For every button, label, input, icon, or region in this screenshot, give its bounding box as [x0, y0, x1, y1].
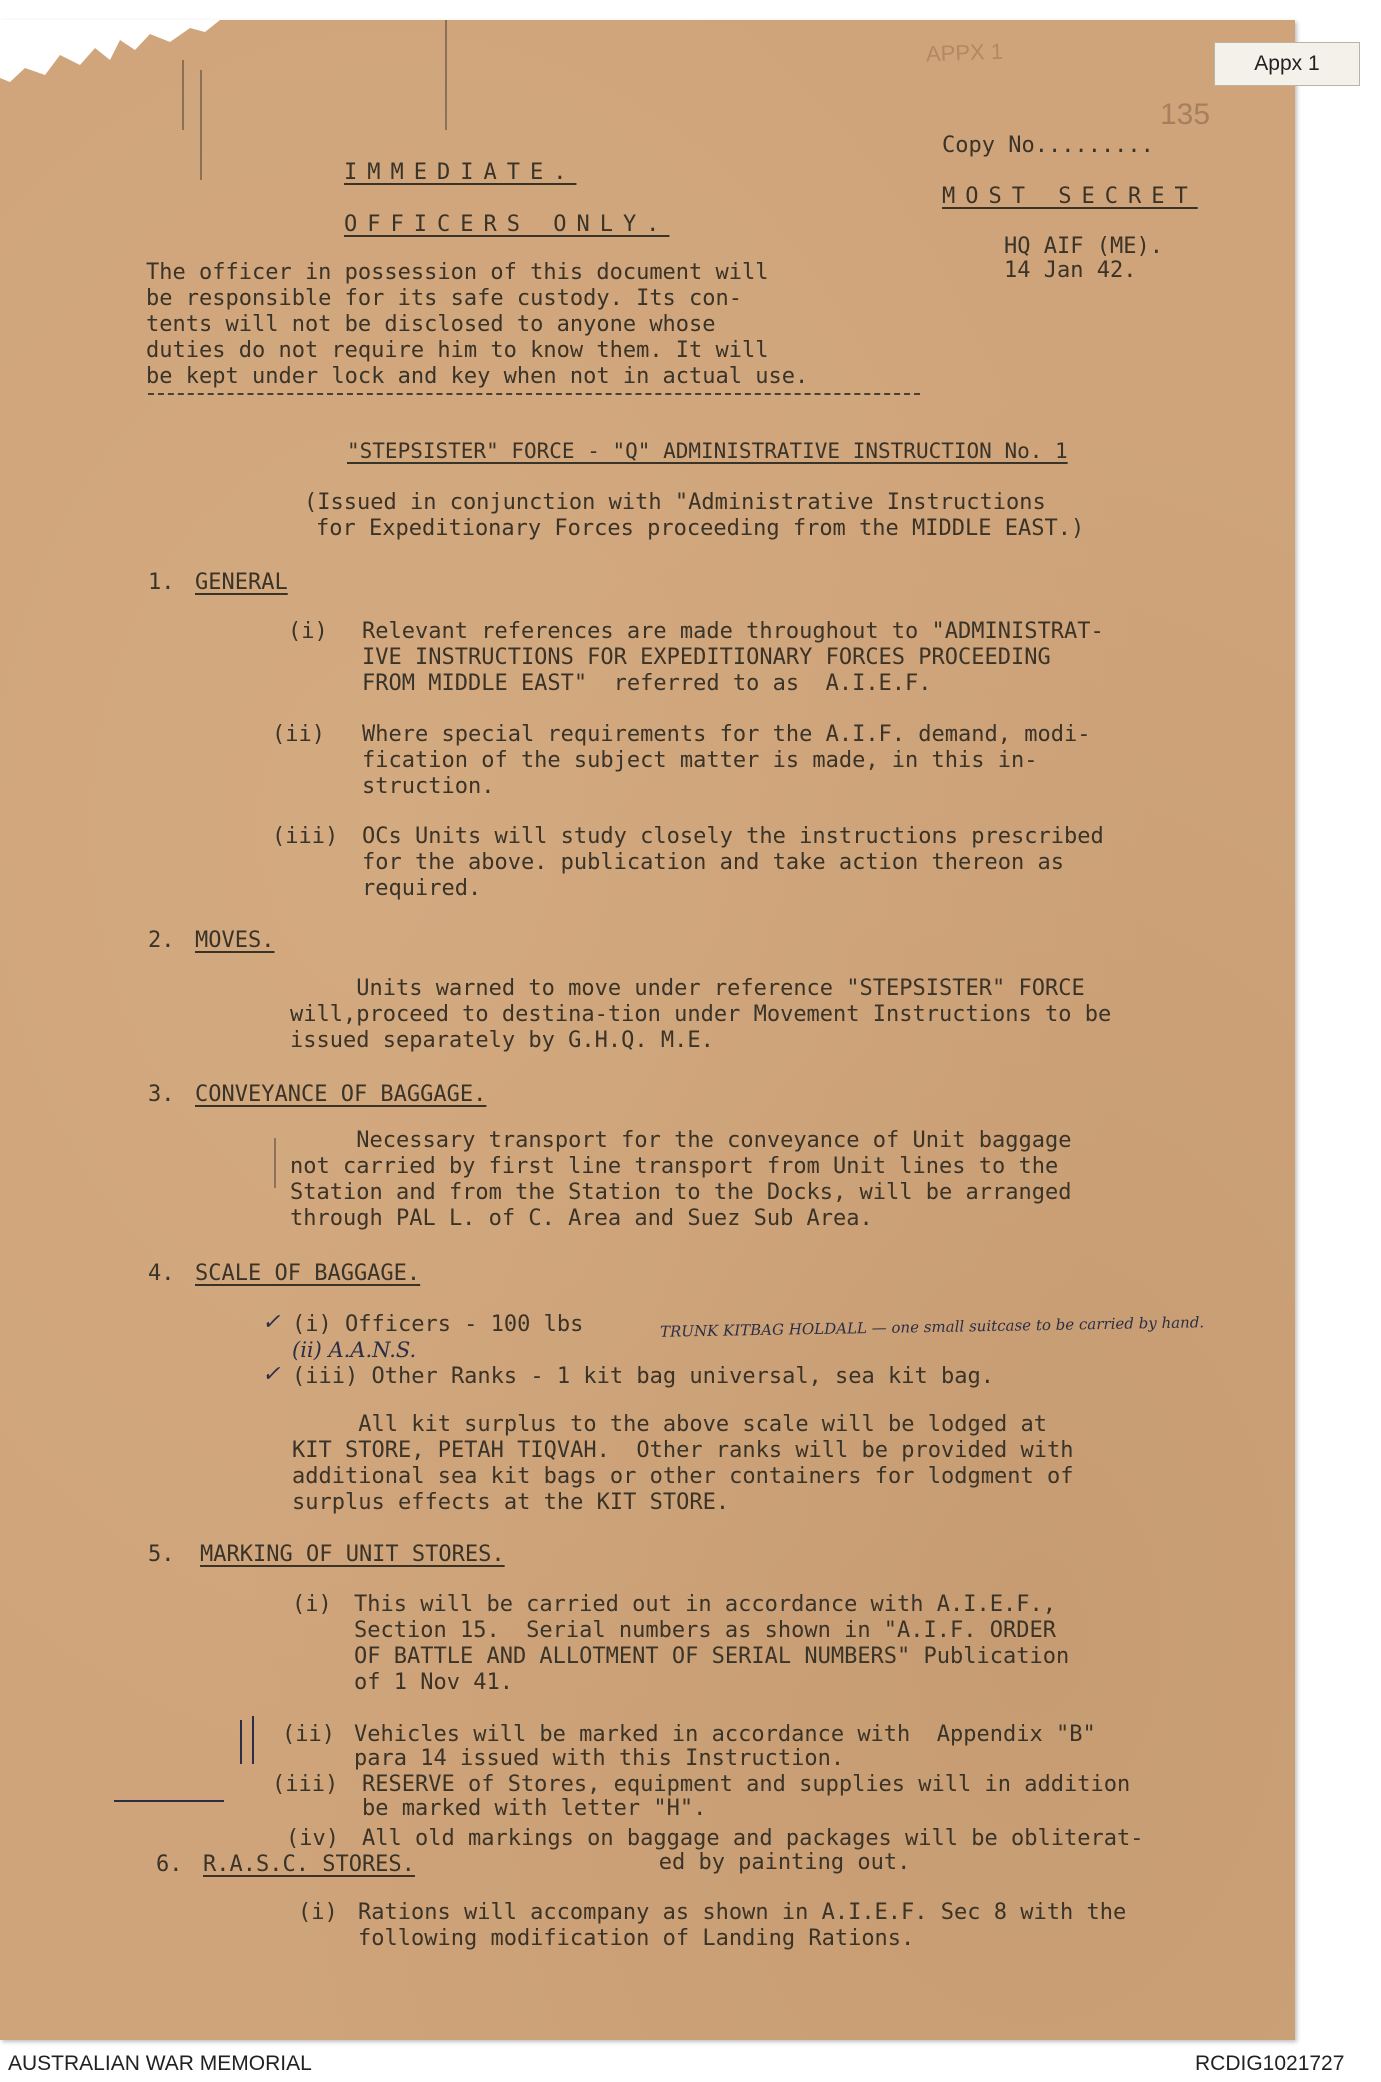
item-line: fication of the subject matter is made, in this in- [362, 748, 1038, 773]
item-line: for the above. publication and take action thereon as [362, 850, 1064, 875]
item-line: OF BATTLE AND ALLOTMENT OF SERIAL NUMBERS" Publication [354, 1644, 1070, 1669]
stamp: APPX 1 [925, 38, 1004, 67]
immediate-heading: IMMEDIATE. [344, 160, 577, 185]
item-line: Relevant references are made throughout to "ADMINISTRAT- [362, 619, 1104, 644]
body-line: Units warned to move under reference "STEPSISTER" FORCE [290, 976, 1085, 1001]
item-line: IVE INSTRUCTIONS FOR EXPEDITIONARY FORCES PROCEEDING [362, 645, 1051, 670]
body-line: through PAL L. of C. Area and Suez Sub Area. [290, 1206, 873, 1231]
tick-mark: ✓ [262, 1310, 281, 1335]
fold-mark [200, 70, 202, 180]
section-number: 1. [148, 570, 175, 595]
body-line: All kit surplus to the above scale will be lodged at [292, 1412, 1047, 1437]
section-number: 6. [156, 1852, 183, 1877]
section-heading-conveyance: CONVEYANCE OF BAGGAGE. [195, 1082, 487, 1107]
body-line: not carried by first line transport from Unit lines to the [290, 1154, 1059, 1179]
item-line: following modification of Landing Rations. [358, 1926, 915, 1951]
origin: HQ AIF (ME). [1004, 234, 1163, 259]
item-line: RESERVE of Stores, equipment and supplies will in addition [362, 1772, 1131, 1797]
section-heading-moves: MOVES. [195, 928, 275, 953]
section-number: 4. [148, 1261, 175, 1286]
section-heading-general: GENERAL [195, 570, 288, 595]
section-number: 5. [148, 1542, 175, 1567]
item-number: (ii) [272, 722, 325, 747]
body-line: Station and from the Station to the Docks, will be arranged [290, 1180, 1072, 1205]
copy-number: Copy No......... [942, 133, 1154, 158]
custody-line: be responsible for its safe custody. Its con- [146, 286, 743, 311]
body-line: KIT STORE, PETAH TIQVAH. Other ranks will be provided with [292, 1438, 1074, 1463]
section-heading-scale: SCALE OF BAGGAGE. [195, 1261, 421, 1286]
issue-date: 14 Jan 42. [1004, 258, 1137, 283]
margin-mark [240, 1720, 242, 1764]
folio-number: 135 [1160, 98, 1211, 131]
margin-arrow [114, 1800, 224, 1802]
body-line: surplus effects at the KIT STORE. [292, 1490, 730, 1515]
item-line: FROM MIDDLE EAST" referred to as A.I.E.F. [362, 671, 932, 696]
handwritten-note: TRUNK KITBAG HOLDALL — one small suitcase to be carried by hand. [659, 1313, 1205, 1341]
item-line: OCs Units will study closely the instructions prescribed [362, 824, 1104, 849]
margin-mark [252, 1716, 254, 1764]
item-number: (iii) [272, 824, 339, 849]
custody-line: be kept under lock and key when not in actual use. [146, 364, 809, 389]
footer-id: RCDIG1021727 [1195, 2052, 1345, 2075]
subtitle-line: for Expeditionary Forces proceeding from the MIDDLE EAST.) [316, 516, 1085, 541]
body-line: issued separately by G.H.Q. M.E. [290, 1028, 714, 1053]
item-line: ed by painting out. [566, 1850, 911, 1875]
document-title: "STEPSISTER" FORCE - "Q" ADMINISTRATIVE INSTRUCTION No. 1 [347, 439, 1068, 463]
item-number: (ii) [282, 1722, 335, 1747]
torn-corner [0, 20, 220, 140]
appendix-label: Appx 1 [1214, 42, 1360, 86]
body-line: Necessary transport for the conveyance of Unit baggage [290, 1128, 1072, 1153]
tick-mark: ✓ [262, 1362, 281, 1387]
item-number: (iv) [286, 1826, 339, 1851]
officers-only-heading: OFFICERS ONLY. [344, 212, 670, 237]
item-line: All old markings on baggage and packages will be obliterat- [362, 1826, 1144, 1851]
margin-mark [274, 1138, 276, 1188]
classification: MOST SECRET [942, 184, 1198, 209]
custody-line: The officer in possession of this document will [146, 260, 769, 285]
subtitle-line: (Issued in conjunction with "Administrative Instructions [304, 490, 1046, 515]
scale-item-other-ranks: (iii) Other Ranks - 1 kit bag universal, sea kit bag. [292, 1364, 994, 1389]
scale-item-officers: (i) Officers - 100 lbs [292, 1312, 584, 1337]
item-line: para 14 issued with this Instruction. [354, 1746, 845, 1771]
section-number: 3. [148, 1082, 175, 1107]
item-line: Section 15. Serial numbers as shown in "A.I.F. ORDER [354, 1618, 1056, 1643]
section-heading-rasc: R.A.S.C. STORES. [203, 1852, 415, 1877]
footer-source: AUSTRALIAN WAR MEMORIAL [8, 2052, 312, 2075]
handwritten-aans: (ii) A.A.N.S. [292, 1338, 417, 1362]
custody-line: tents will not be disclosed to anyone whose [146, 312, 716, 337]
item-number: (i) [288, 619, 328, 644]
item-line: Rations will accompany as shown in A.I.E.F. Sec 8 with the [358, 1900, 1127, 1925]
body-line: additional sea kit bags or other containers for lodgment of [292, 1464, 1074, 1489]
custody-line: duties do not require him to know them. It will [146, 338, 769, 363]
body-line: will,proceed to destina-tion under Movement Instructions to be [290, 1002, 1112, 1027]
item-line: Where special requirements for the A.I.F. demand, modi- [362, 722, 1091, 747]
item-line: Vehicles will be marked in accordance with Appendix "B" [354, 1722, 1096, 1747]
section-heading-marking: MARKING OF UNIT STORES. [200, 1542, 505, 1567]
separator [148, 393, 920, 395]
fold-mark [182, 60, 184, 130]
section-number: 2. [148, 928, 175, 953]
item-line: be marked with letter "H". [362, 1796, 707, 1821]
item-number: (i) [292, 1592, 332, 1617]
item-line: This will be carried out in accordance with A.I.E.F., [354, 1592, 1056, 1617]
item-line: of 1 Nov 41. [354, 1670, 513, 1695]
item-line: struction. [362, 774, 495, 799]
item-line: required. [362, 876, 482, 901]
fold-mark [445, 20, 447, 130]
item-number: (iii) [272, 1772, 339, 1797]
item-number: (i) [298, 1900, 338, 1925]
